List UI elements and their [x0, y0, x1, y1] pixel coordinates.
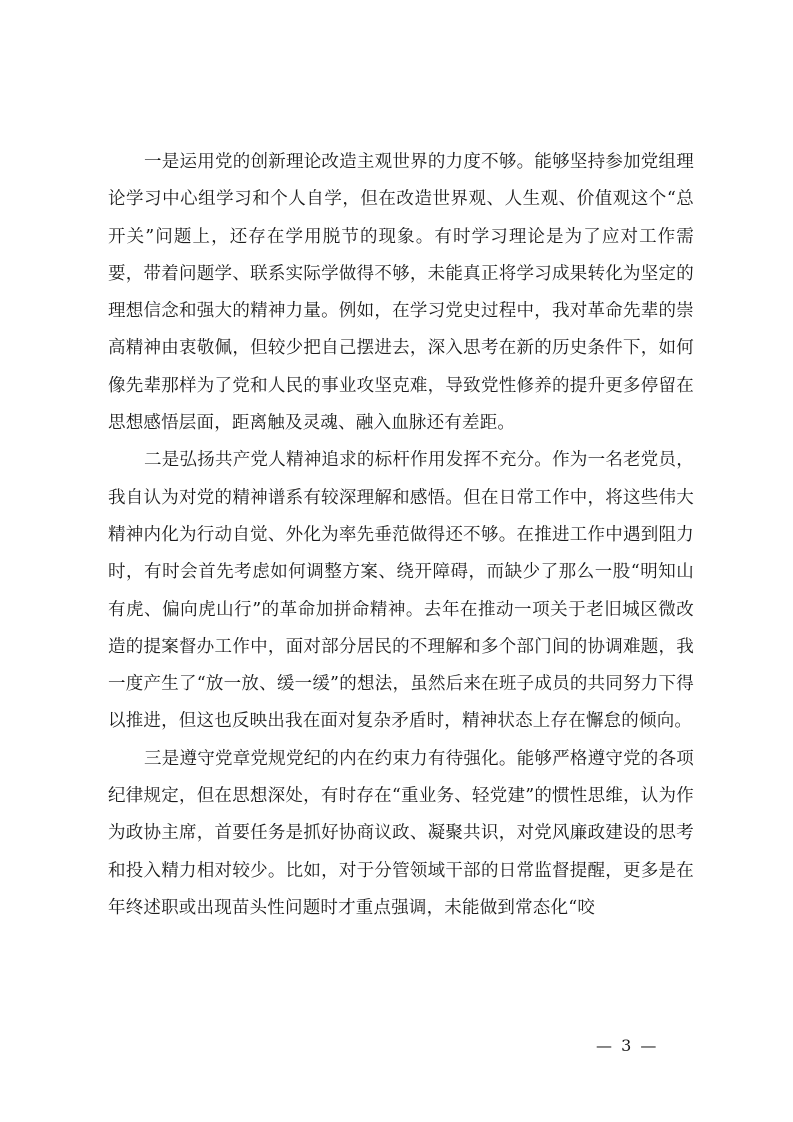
paragraph-2: 二是弘扬共产党人精神追求的标杆作用发挥不充分。作为一名老党员，我自认为对党的精神谱系有较深理解和感悟。但在日常工作中，将这些伟大精神内化为行动自觉、外化为率先垂范做得还不够。在推进工作中遇到阻力时，有时会首先考虑如何调整方案、绕开障碍，而缺少了那么一股“明知山有虎、偏向虎山行”的革命加拼命精神。去年在推动一项关于老旧城区微改造的提案督办工作中，面对部分居民的不理解和多个部门间的协调难题，我一度产生了“放一放、缓一缓”的想法，虽然后来在班子成员的共同努力下得以推进，但这也反映出我在面对复杂矛盾时，精神状态上存在懈怠的倾向。 [108, 450, 694, 732]
page-number: — 3 — [596, 1036, 659, 1055]
paragraph-1: 一是运用党的创新理论改造主观世界的力度不够。能够坚持参加党组理论学习中心组学习和个人自学，但在改造世界观、人生观、价值观这个“总开关”问题上，还存在学用脱节的现象。有时学习理论是为了应对工作需要，带着问题学、联系实际学做得不够，未能真正将学习成果转化为坚定的理想信念和强大的精神力量。例如，在学习党史过程中，我对革命先辈的崇高精神由衷敬佩，但较少把自己摆进去，深入思考在新的历史条件下，如何像先辈那样为了党和人民的事业攻坚克难，导致党性修养的提升更多停留在思想感悟层面，距离触及灵魂、融入血脉还有差距。 [108, 152, 694, 434]
paragraph-3: 三是遵守党章党规党纪的内在约束力有待强化。能够严格遵守党的各项纪律规定，但在思想深处，有时存在“重业务、轻党建”的惯性思维，认为作为政协主席，首要任务是抓好协商议政、凝聚共识，对党风廉政建设的思考和投入精力相对较少。比如，对于分管领域干部的日常监督提醒，更多是在年终述职或出现苗头性问题时才重点强调，未能做到常态化“咬 [108, 748, 694, 918]
body-text [108, 144, 694, 927]
